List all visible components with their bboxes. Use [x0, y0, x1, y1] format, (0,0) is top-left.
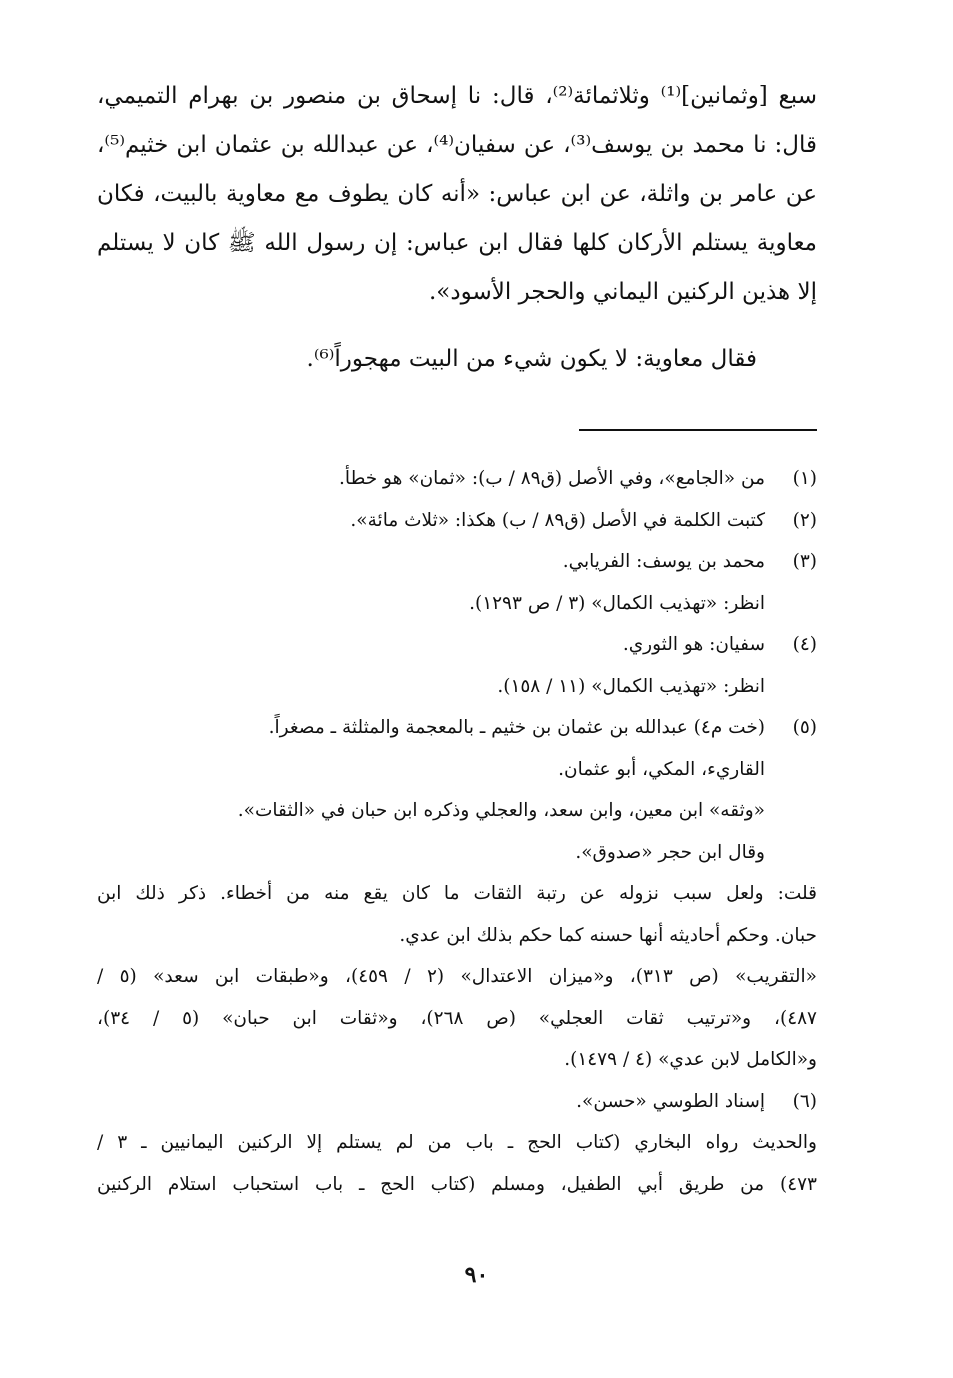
footnote-separator	[579, 429, 817, 431]
footnotes	[97, 458, 817, 1205]
footnote-number: (٤)	[792, 634, 817, 655]
footnote-5-line: القاريء، المكي، أبو عثمان.	[558, 758, 765, 780]
footnote-text: محمد بن يوسف: الفريابي.	[562, 551, 765, 572]
footnote-5-comment-line: قلت: ولعل سبب نزوله عن رتبة الثقات ما كان يقع منه من أخطاء. ذكر ذلك ابن	[97, 883, 817, 904]
hadith-paragraph: سبع [وثمانين]⁽¹⁾ وثلاثمائة⁽²⁾، قال: نا إسحاق بن منصور بن بهرام التميمي، قال: نا محمد بن يوسف⁽³⁾، عن سفيان⁽⁴⁾، عن عبدالله بن عثمان ابن خثيم⁽⁵⁾، عن عامر بن واثلة، عن ابن عباس: «أنه كان يطوف مع معاوية بالبيت، فكان معاوية يستلم الأركان كلها فقال ابن عباس: إن رسول الله ﷺ كان لا يستلم إلا هذين الركنين اليماني والحجر الأسود».	[97, 83, 817, 305]
footnote-3-ref: انظر: «تهذيب الكمال» (٣ / ص ١٢٩٣).	[469, 592, 765, 614]
footnote-4	[97, 624, 817, 666]
footnote-4-ref: انظر: «تهذيب الكمال» (١١ / ١٥٨).	[497, 675, 765, 697]
footnote-5-sources-line: و«الكامل لابن عدي» (٤ / ١٤٧٩).	[564, 1049, 817, 1070]
footnote-5-comment-line: حبان. وحكم أحاديثه أنها حسنه كما حكم بذلك ابن عدي.	[399, 924, 817, 946]
closing-line: فقال معاوية: لا يكون شيء من البيت مهجوراً⁽⁶⁾.	[306, 346, 757, 372]
footnote-6-line: ٤٧٣) من طريق أبي الطفيل، ومسلم (كتاب الحج ـ باب استحباب استلام الركنين	[97, 1173, 817, 1195]
page-number: ٩٠	[464, 1262, 489, 1288]
footnote-text: من «الجامع»، وفي الأصل (ق٨٩ / ب): «ثمان» هو خطأ.	[339, 468, 765, 489]
footnote-number: (٦)	[792, 1090, 817, 1112]
footnote-3	[97, 541, 817, 583]
footnote-2	[97, 500, 817, 542]
footnote-1	[97, 458, 817, 500]
footnote-5	[97, 707, 817, 749]
footnote-6-line: والحديث رواه البخاري (كتاب الحج ـ باب من لم يستلم إلا الركنين اليمانيين ـ ٣ /	[97, 1132, 817, 1153]
footnote-text: كتبت الكلمة في الأصل (ق٨٩ / ب) هكذا: «ثلاث مائة».	[350, 509, 765, 531]
footnote-number: (٢)	[792, 509, 817, 531]
footnote-5-line: وقال ابن حجر «صدوق».	[575, 841, 765, 863]
footnote-text: (خت م٤) عبدالله بن عثمان بن خثيم ـ بالمعجمة والمثلثة ـ مصغراً.	[268, 717, 765, 738]
footnote-number: (٣)	[792, 551, 817, 572]
footnote-5-sources-line: ٤٨٧)، و«ترتيب ثقات العجلي» (ص ٢٦٨)، و«ثقات ابن حبان» (٥ / ٣٤)،	[97, 1007, 817, 1029]
footnote-text: سفيان: هو الثوري.	[622, 634, 765, 655]
footnote-text: إسناد الطوسي «حسن».	[576, 1090, 765, 1112]
footnote-5-line: «وثقه» ابن معين، وابن سعد، والعجلي وذكره ابن حبان في «الثقات».	[237, 800, 765, 821]
footnote-6	[97, 1081, 817, 1123]
footnote-5-sources-line: «التقريب» (ص ٣١٣)، و«ميزان الاعتدال» (٢ / ٤٥٩)، و«طبقات ابن سعد» (٥ /	[97, 966, 817, 987]
main-text	[97, 72, 817, 384]
footnote-number: (٥)	[792, 717, 817, 738]
footnote-number: (١)	[792, 468, 817, 489]
